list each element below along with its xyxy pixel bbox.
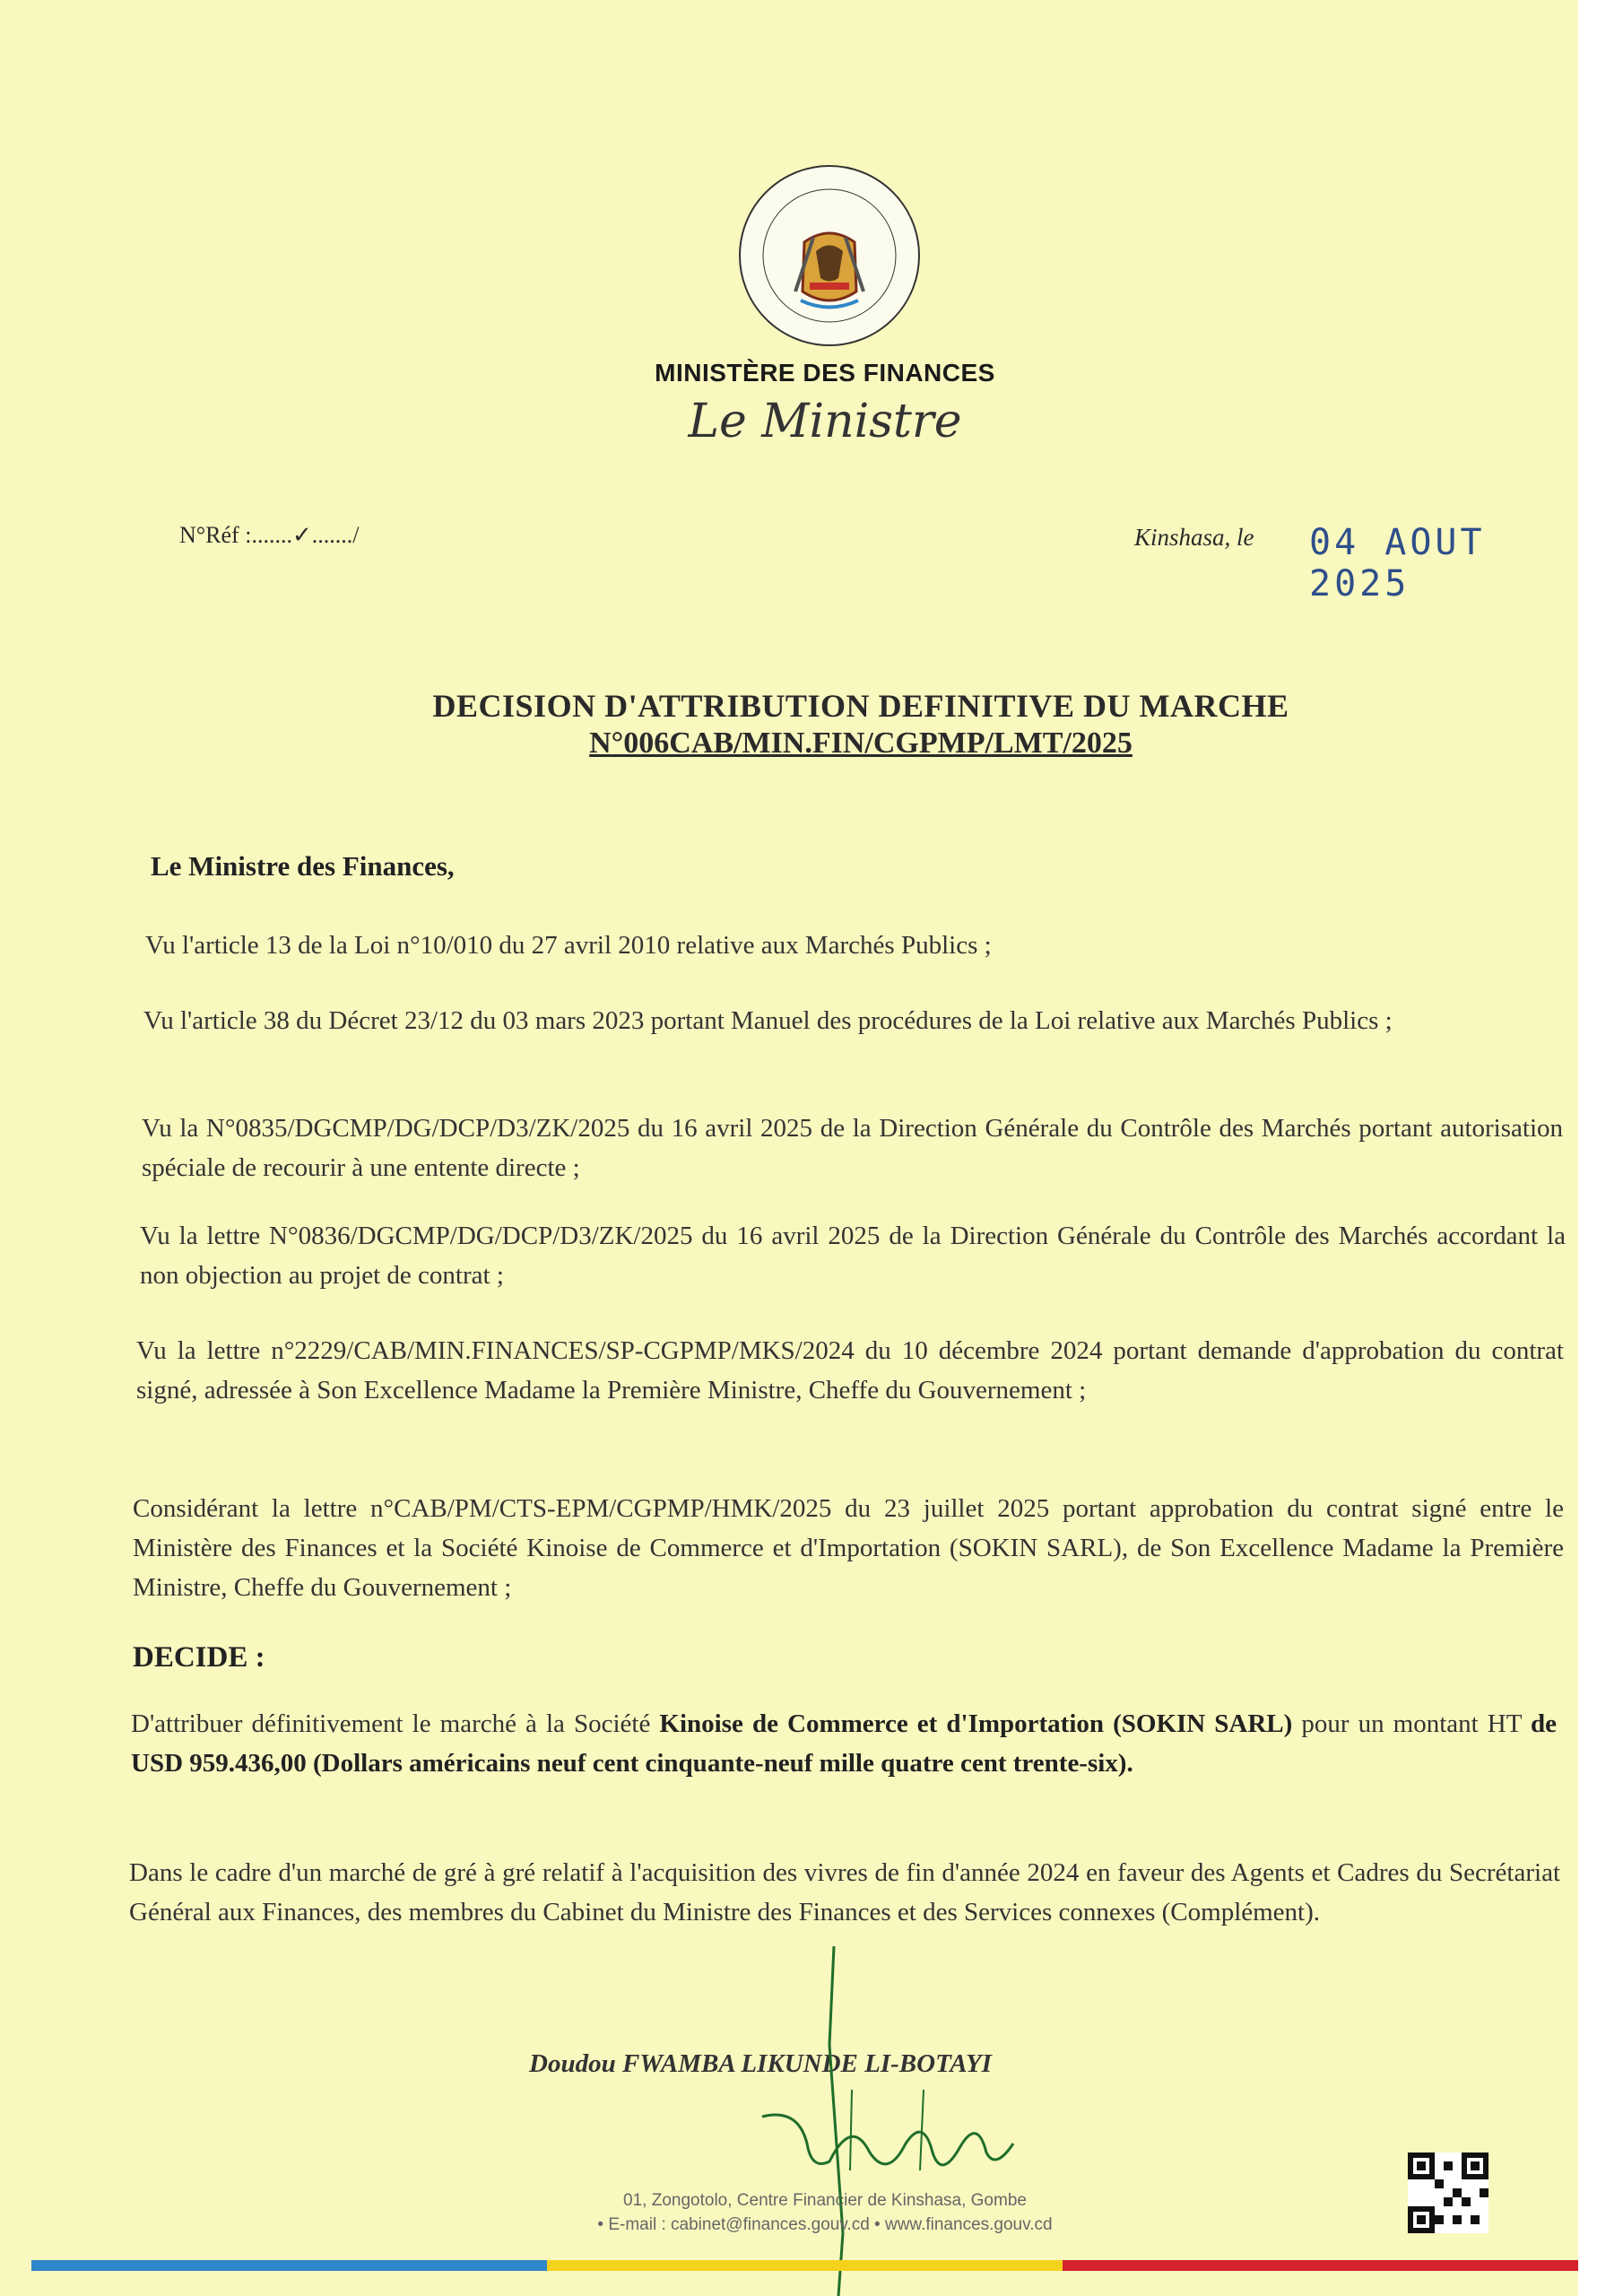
footer-address-line: 01, Zongotolo, Centre Financier de Kinshasa, Gombe: [623, 2191, 1027, 2210]
government-seal: [731, 157, 928, 354]
decision-text-a: D'attribuer définitivement le marché à la Société: [131, 1709, 660, 1738]
footer-address: [538, 2188, 1112, 2237]
paragraph-vu-2: Vu l'article 38 du Décret 23/12 du 03 mars 2023 portant Manuel des procédures de la Loi relative aux Marchés Publics ;: [143, 1006, 1393, 1035]
ministry-name: MINISTÈRE DES FINANCES: [655, 359, 995, 387]
flag-red-band: [1063, 2260, 1578, 2271]
paragraph-considerant: Considérant la lettre n°CAB/PM/CTS-EPM/CGPMP/HMK/2025 du 23 juillet 2025 portant approbation du contrat signé entre le Ministère des Finances et la Société Kinoise de Commerce et d'Importation (SOKIN SARL), de Son Excellence Madame la Première Ministre, Cheffe du Gouvernement ;: [133, 1494, 1564, 1602]
ministry-subtitle: Le Ministre: [688, 395, 962, 448]
paragraph-vu-3: Vu la N°0835/DGCMP/DG/DCP/D3/ZK/2025 du 16 avril 2025 de la Direction Générale du Contrôle des Marchés portant autorisation spéciale de recourir à une entente directe ;: [142, 1114, 1563, 1182]
paragraph-vu-4: Vu la lettre N°0836/DGCMP/DG/DCP/D3/ZK/2025 du 16 avril 2025 de la Direction Générale du Contrôle des Marchés accordant la non objection au projet de contrat ;: [140, 1222, 1566, 1290]
national-color-strip: [31, 2260, 1578, 2271]
page-edge: [1578, 0, 1623, 2296]
decision-title: DECISION D'ATTRIBUTION DEFINITIVE DU MARCHE: [432, 688, 1289, 724]
opening-line: Le Ministre des Finances,: [151, 850, 455, 882]
paragraph-context: Dans le cadre d'un marché de gré à gré relatif à l'acquisition des vivres de fin d'année 2024 en faveur des Agents et Cadres du Secrétariat Général aux Finances, des membres du Cabinet du Ministre des Finances et des Services connexes (Complément).: [129, 1858, 1560, 1926]
paragraph-decision: [131, 1704, 1557, 1783]
contract-amount: de USD 959.436,00 (Dollars américains neuf cent cinquante-neuf mille quatre cent trente-six).: [131, 1709, 1557, 1778]
decision-number: N°006CAB/MIN.FIN/CGPMP/LMT/2025: [589, 726, 1133, 760]
signer-name: Doudou FWAMBA LIKUNDE LI-BOTAYI: [529, 2049, 992, 2078]
paragraph-vu-5: Vu la lettre n°2229/CAB/MIN.FINANCES/SP-CGPMP/MKS/2024 du 10 décembre 2024 portant demande d'approbation du contrat signé, adressée à Son Excellence Madame la Première Ministre, Cheffe du Gouvernement ;: [136, 1336, 1564, 1405]
footer-contact-line: • E-mail : cabinet@finances.gouv.cd • www.finances.gouv.cd: [597, 2215, 1053, 2234]
qr-code: [1408, 2152, 1488, 2233]
flag-blue-band: [31, 2260, 547, 2271]
reference-number: N°Réf :.......✓......./: [179, 522, 360, 548]
company-name: Kinoise de Commerce et d'Importation (SOKIN SARL): [659, 1709, 1293, 1738]
flag-yellow-band: [547, 2260, 1063, 2271]
handwritten-signature: [744, 1937, 1040, 2296]
decision-text-c: pour un montant HT: [1292, 1709, 1531, 1738]
date-stamp: 04 AOUT 2025: [1309, 522, 1486, 604]
decide-heading: DECIDE :: [133, 1641, 265, 1674]
paragraph-vu-1: Vu l'article 13 de la Loi n°10/010 du 27 avril 2010 relative aux Marchés Publics ;: [145, 931, 992, 960]
place-label: Kinshasa, le: [1134, 524, 1254, 551]
